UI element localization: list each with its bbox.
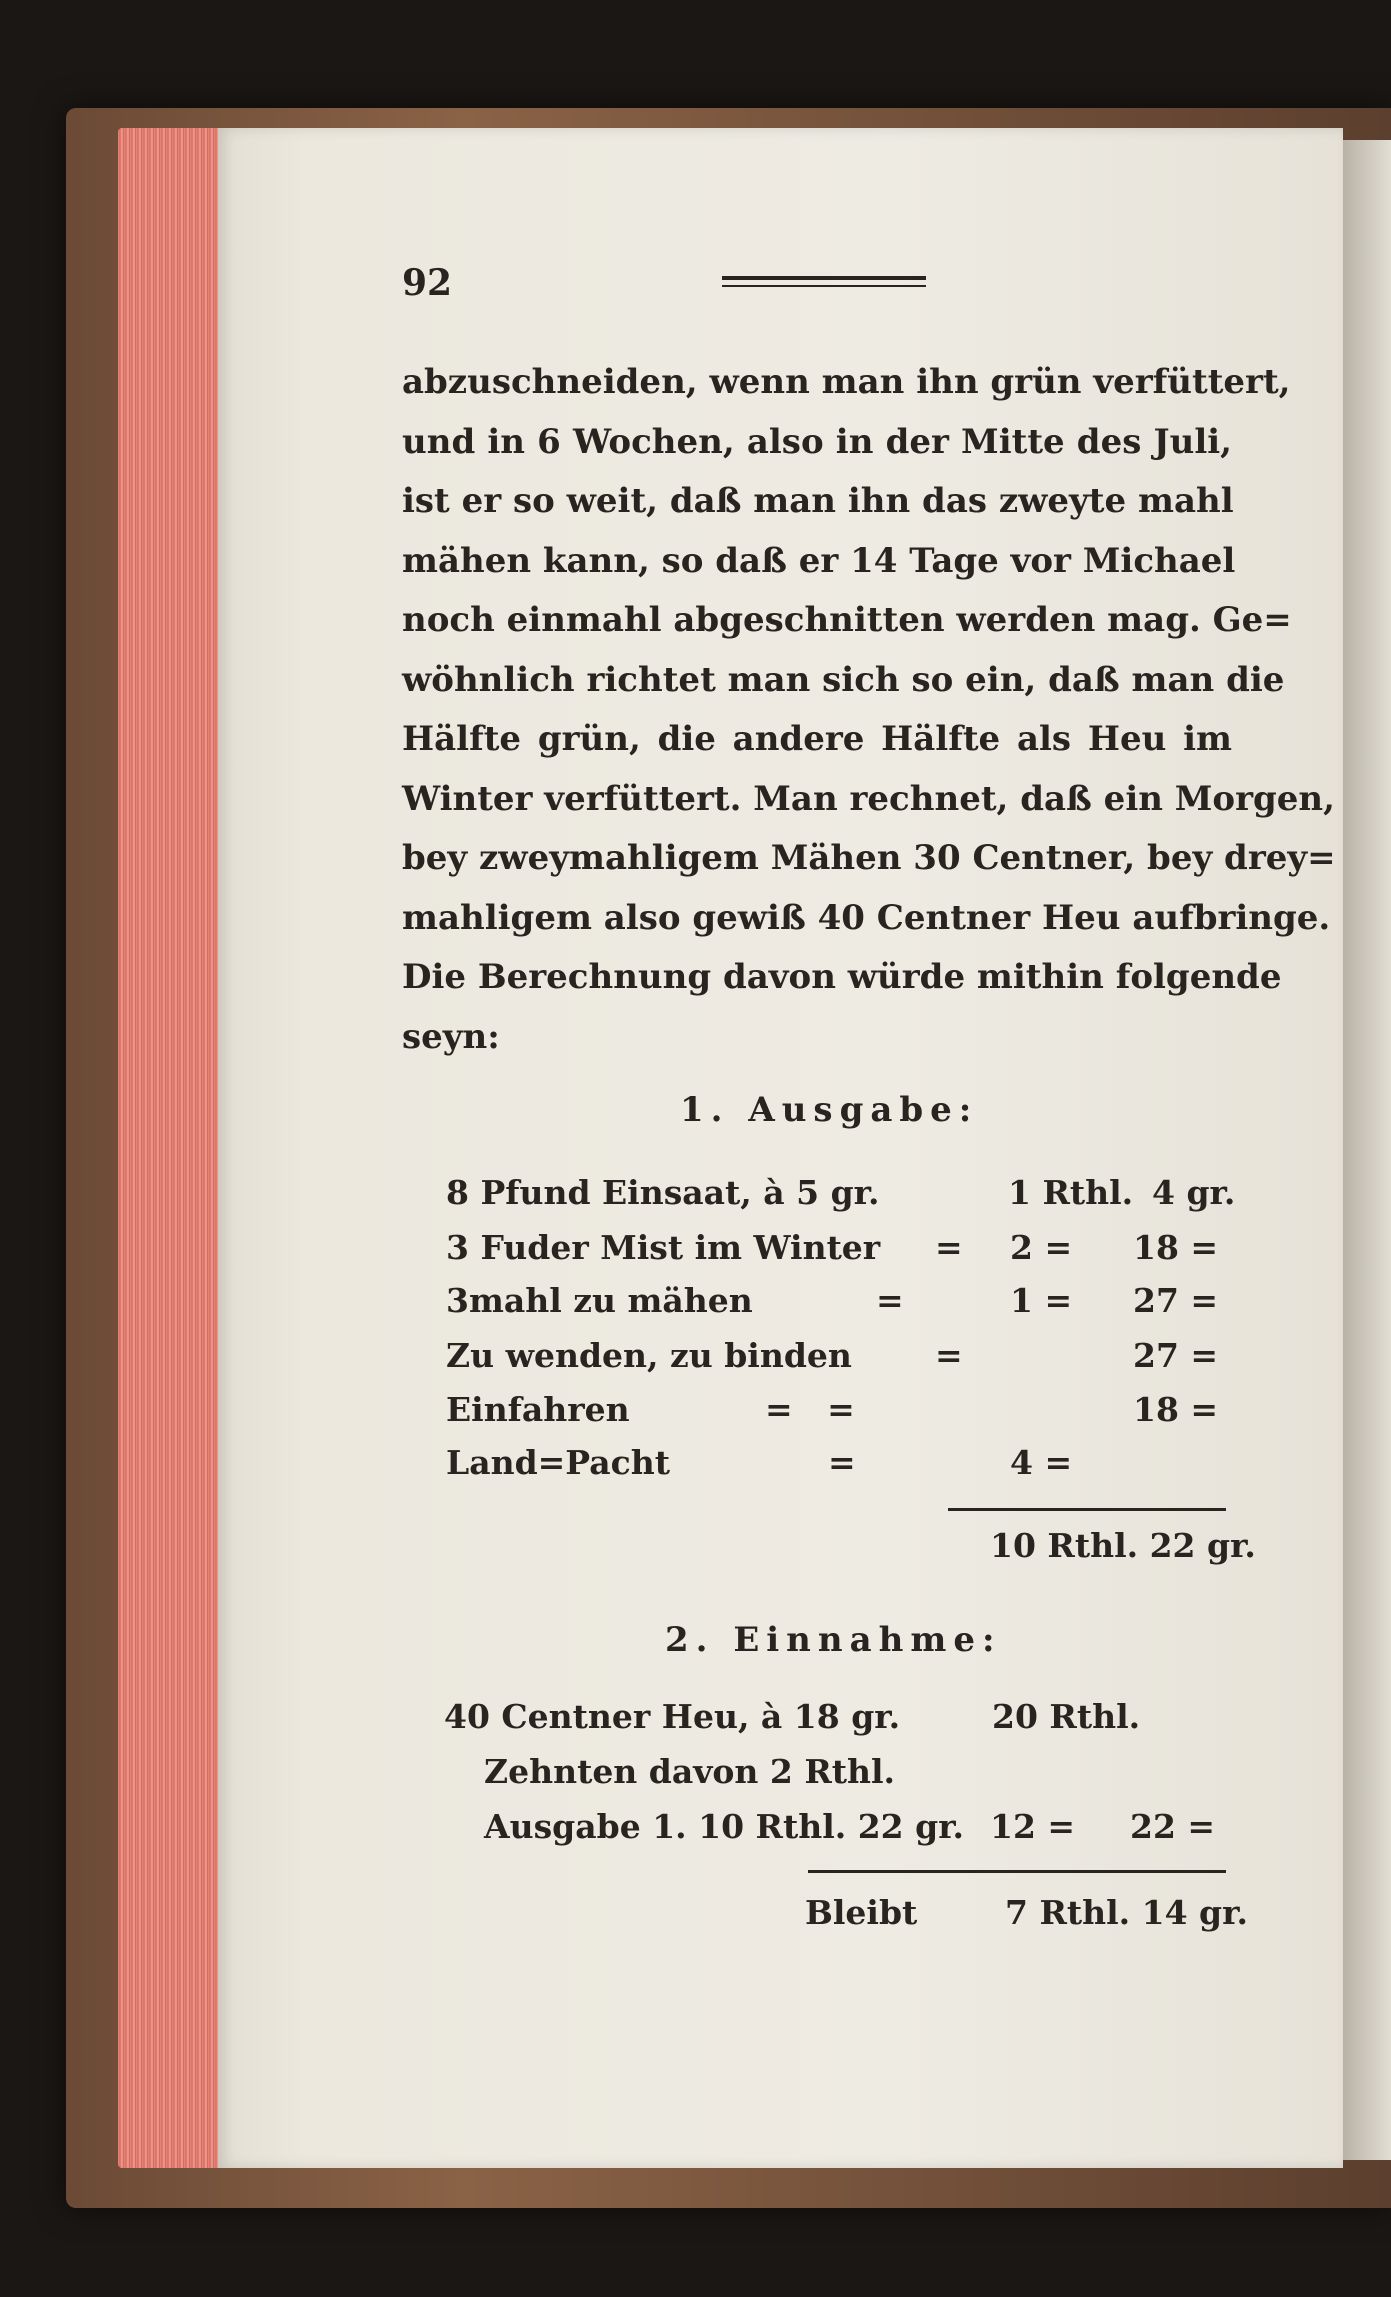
- page-number: 92: [402, 262, 453, 304]
- expense-gr: 18 =: [1133, 1390, 1219, 1429]
- income-item: 40 Centner Heu, à 18 gr.: [444, 1697, 901, 1736]
- expense-gr: 27 =: [1133, 1281, 1219, 1320]
- expense-gr: 4 gr.: [1152, 1173, 1236, 1212]
- text-line: und in 6 Wochen, also in der Mitte des Juli,: [402, 421, 1232, 462]
- facing-page-edge: [1343, 140, 1391, 2160]
- expense-item: 3mahl zu mähen: [446, 1281, 753, 1320]
- expense-item: 8 Pfund Einsaat, à 5 gr.: [446, 1173, 880, 1212]
- text-line: Die Berechnung davon würde mithin folgende: [402, 957, 1282, 997]
- expense-gr: 18 =: [1133, 1228, 1219, 1267]
- sum-rule: [808, 1870, 1226, 1873]
- sum-rule: [948, 1508, 1226, 1511]
- text-line: seyn:: [402, 1016, 500, 1057]
- expense-rthl: 1 =: [1010, 1281, 1073, 1320]
- expense-dots: =: [876, 1281, 904, 1320]
- remain-label: Bleibt: [805, 1893, 918, 1932]
- expense-rthl: 2 =: [1010, 1228, 1073, 1267]
- expense-dots: = =: [765, 1390, 855, 1429]
- income-gr: 22 =: [1130, 1807, 1216, 1846]
- expense-item: Land=Pacht: [446, 1443, 670, 1482]
- text-line: Winter verfüttert. Man rechnet, daß ein Morgen,: [402, 778, 1335, 819]
- expense-total: 10 Rthl. 22 gr.: [990, 1526, 1256, 1565]
- page-edge: [118, 128, 228, 2168]
- text-line: ist er so weit, daß man ihn das zweyte mahl: [402, 481, 1234, 521]
- expense-dots: =: [828, 1443, 856, 1482]
- income-value: 20 Rthl.: [992, 1697, 1141, 1736]
- header-rule: [722, 276, 926, 287]
- expense-rthl: 1 Rthl.: [1008, 1173, 1134, 1212]
- income-item: Zehnten davon 2 Rthl.: [484, 1752, 896, 1791]
- expense-item: Einfahren: [446, 1390, 630, 1429]
- income-item: Ausgabe 1. 10 Rthl. 22 gr.: [484, 1807, 965, 1846]
- expense-gr: 27 =: [1133, 1336, 1219, 1375]
- text-line: bey zweymahligem Mähen 30 Centner, bey drey=: [402, 838, 1336, 878]
- remain-value: 7 Rthl. 14 gr.: [1005, 1893, 1248, 1932]
- expenses-heading: 1. Ausgabe:: [680, 1090, 979, 1130]
- expense-dots: =: [935, 1336, 963, 1375]
- expense-rthl: 4 =: [1010, 1443, 1073, 1482]
- text-line: Hälfte grün, die andere Hälfte als Heu im: [402, 719, 1232, 759]
- expense-item: Zu wenden, zu binden: [446, 1336, 852, 1375]
- income-heading: 2. Einnahme:: [665, 1620, 1002, 1660]
- text-line: mahligem also gewiß 40 Centner Heu aufbringe.: [402, 897, 1331, 938]
- expense-dots: =: [935, 1228, 963, 1267]
- text-line: wöhnlich richtet man sich so ein, daß man die: [402, 659, 1285, 700]
- text-line: noch einmahl abgeschnitten werden mag. Ge=: [402, 600, 1292, 640]
- text-line: abzuschneiden, wenn man ihn grün verfüttert,: [402, 362, 1291, 402]
- expense-item: 3 Fuder Mist im Winter: [446, 1228, 881, 1267]
- text-line: mähen kann, so daß er 14 Tage vor Michael: [402, 540, 1236, 581]
- income-rthl: 12 =: [990, 1807, 1076, 1846]
- paragraph: [402, 353, 1336, 1067]
